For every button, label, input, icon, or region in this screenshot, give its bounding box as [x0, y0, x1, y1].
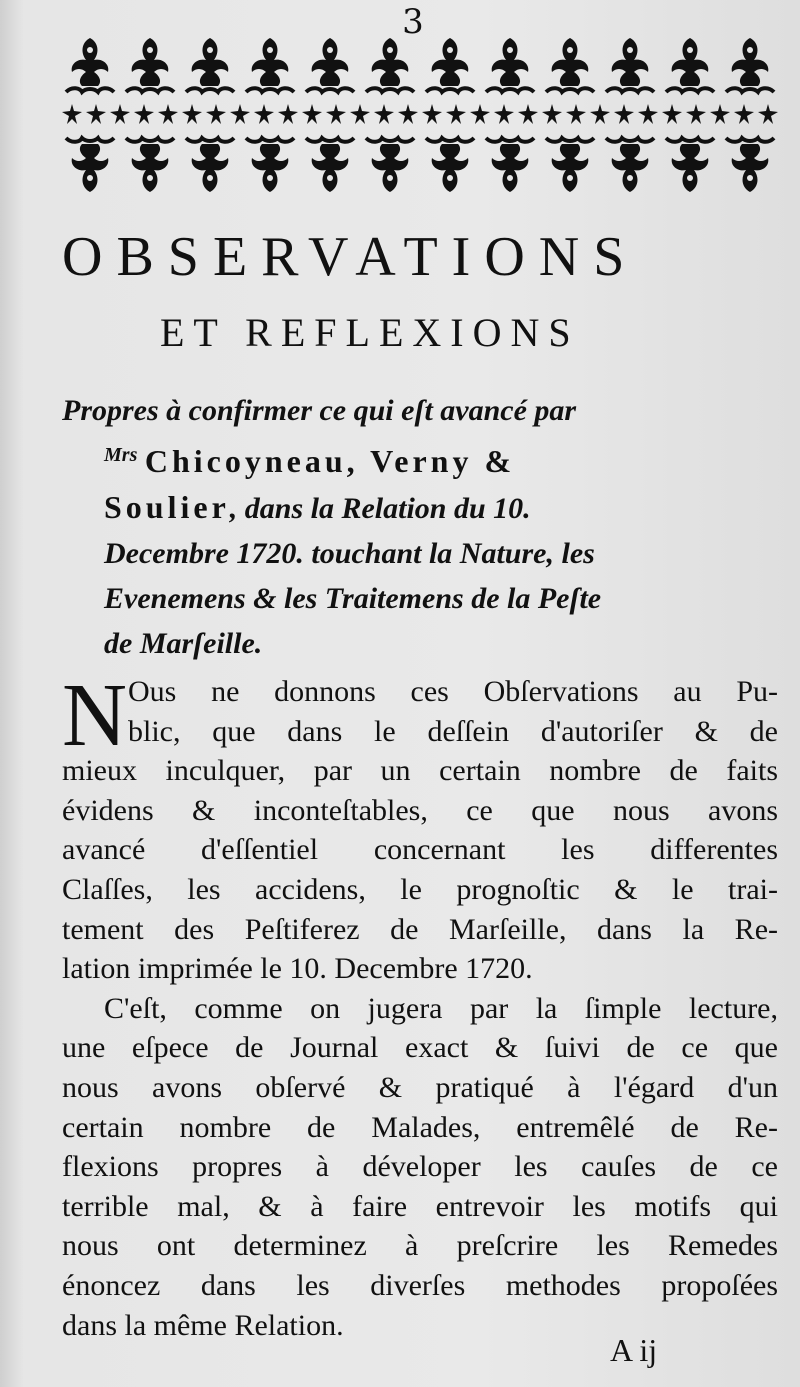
caption-authors: Chicoyneau, Verny &	[144, 443, 516, 479]
paragraph-line: mieux inculquer, par un certain nombre de faits	[62, 754, 778, 788]
caption-line	[62, 433, 782, 485]
paragraph-line: terrible mal, & à faire entrevoir les motifs qui	[62, 1189, 778, 1223]
caption-line: de Marſeille.	[104, 627, 263, 660]
paragraph-line: avancé d'eſſentiel concernant les differentes	[62, 833, 778, 867]
paragraph-line: énoncez dans les diverſes methodes propoſées	[62, 1268, 778, 1302]
paragraph-line: tement des Peſtiferez de Marſeille, dans la Re-	[62, 912, 778, 946]
paragraph-line: blic, que dans le deſſein d'autoriſer & de	[128, 714, 778, 748]
signature-mark: A ij	[610, 1332, 658, 1368]
caption-line: Propres à confirmer ce qui eſt avancé par	[62, 394, 577, 427]
paragraph-line: nous avons obſervé & pratiqué à l'égard d'un	[62, 1070, 778, 1104]
page-title: OBSERVATIONS	[62, 226, 639, 288]
drop-cap: N	[62, 666, 127, 765]
paragraph-line: évidens & inconteſtables, ce que nous avons	[62, 793, 778, 827]
page-subtitle: ET REFLEXIONS	[160, 310, 580, 355]
title-caption	[62, 388, 782, 666]
page-number: 3	[402, 2, 424, 42]
paragraph-line: une eſpece de Journal exact & ſuivi de ce que	[62, 1031, 778, 1065]
caption-line	[62, 485, 782, 531]
body-text	[62, 666, 778, 1345]
paragraph-line: lation imprimée le 10. Decembre 1720.	[62, 952, 533, 986]
paragraph-line: nous ont determinez à preſcrire les Remedes	[62, 1229, 778, 1263]
paragraph-line: flexions propres à déveloper les cauſes de ce	[62, 1150, 778, 1184]
floral-headpiece-icon	[60, 30, 780, 200]
caption-line: Decembre 1720. touchant la Nature, les	[104, 537, 595, 570]
paragraph-line: dans la même Relation.	[62, 1308, 344, 1342]
caption-author-soulier: Soulier	[104, 489, 230, 525]
paragraph-line: C'eſt, comme on jugera par la ſimple lecture,	[104, 991, 778, 1025]
caption-abbrev: Mrs	[104, 444, 138, 466]
paragraph-line: Ous ne donnons ces Obſervations au Pu-	[128, 675, 778, 708]
caption-line: Evenemens & les Traitemens de la Peſte	[104, 582, 602, 615]
paragraph-line: Claſſes, les accidens, le prognoſtic & le trai-	[62, 872, 778, 906]
caption-line-rest: , dans la Relation du 10.	[229, 492, 531, 525]
paragraph-line: certain nombre de Malades, entremêlé de Re-	[62, 1110, 778, 1144]
